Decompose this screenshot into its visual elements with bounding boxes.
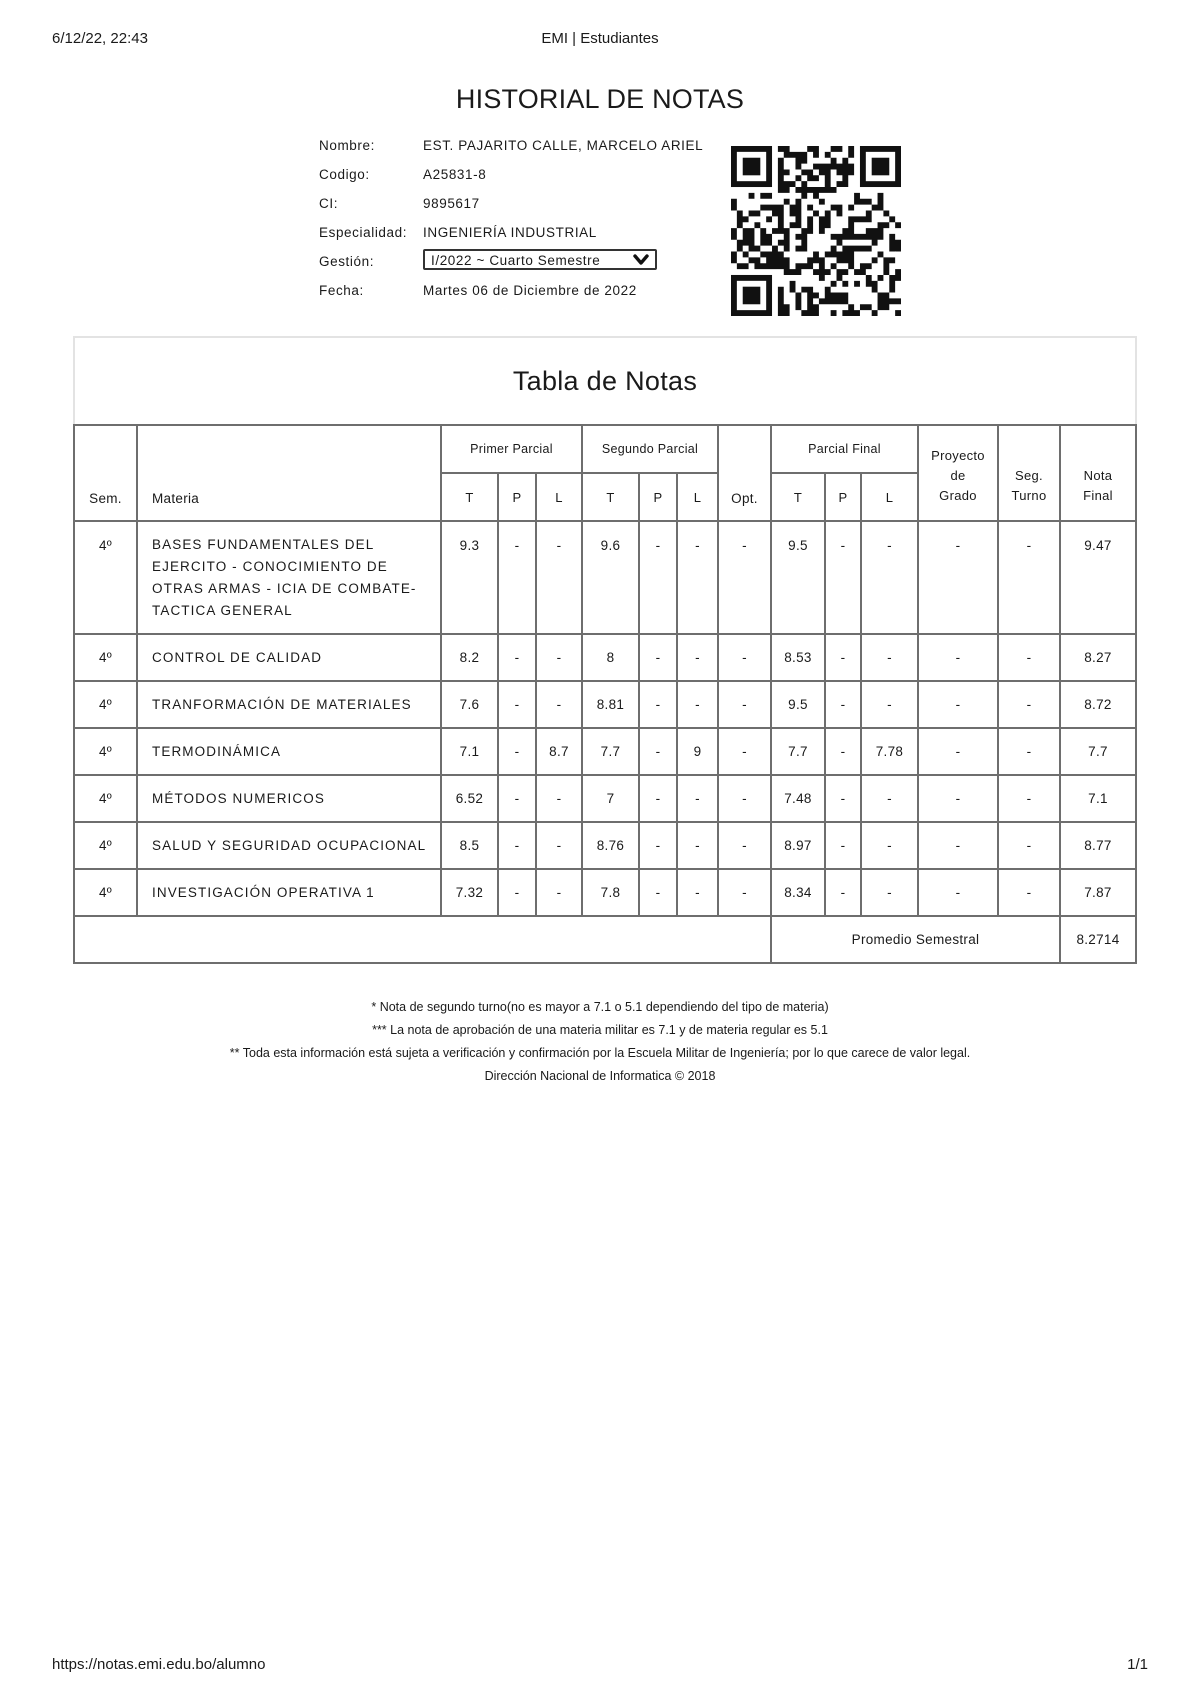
gestion-selected-value: I/2022 ~ Cuarto Semestre — [431, 253, 601, 268]
cell-p2-t: 9.6 — [582, 521, 639, 634]
cell-pf-p: - — [825, 728, 861, 775]
cell-pf-l: - — [861, 634, 918, 681]
cell-p1-l: - — [536, 869, 582, 916]
codigo-label: Codigo: — [319, 167, 370, 182]
cell-nota-final: 8.27 — [1060, 634, 1136, 681]
cell-proyecto: - — [918, 775, 998, 822]
cell-pf-p: - — [825, 775, 861, 822]
average-row-spacer — [74, 916, 771, 963]
cell-p1-t: 7.6 — [441, 681, 498, 728]
cell-sem: 4º — [74, 681, 137, 728]
table-row — [74, 681, 1136, 728]
header-p1-t: T — [441, 473, 498, 521]
cell-pf-t: 8.97 — [771, 822, 825, 869]
table-row — [74, 521, 1136, 634]
nombre-label: Nombre: — [319, 138, 375, 153]
cell-materia — [137, 521, 441, 634]
fecha-label: Fecha: — [319, 283, 364, 298]
cell-p1-p: - — [498, 869, 536, 916]
cell-p2-p: - — [639, 634, 677, 681]
header-opt: Opt. — [718, 425, 771, 521]
cell-seg-turno: - — [998, 681, 1060, 728]
cell-p2-t: 8.76 — [582, 822, 639, 869]
cell-proyecto: - — [918, 681, 998, 728]
print-page-title: EMI | Estudiantes — [541, 30, 659, 47]
grades-table — [73, 336, 1137, 964]
cell-materia: SALUD Y SEGURIDAD OCUPACIONAL — [137, 822, 441, 869]
cell-sem: 4º — [74, 822, 137, 869]
cell-pf-l: - — [861, 822, 918, 869]
print-datetime: 6/12/22, 22:43 — [52, 30, 148, 47]
cell-p1-t: 8.2 — [441, 634, 498, 681]
cell-pf-t: 9.5 — [771, 681, 825, 728]
cell-p2-l: - — [677, 822, 718, 869]
cell-nota-final: 8.77 — [1060, 822, 1136, 869]
cell-materia-line: BASES FUNDAMENTALES DEL — [152, 537, 375, 552]
cell-p2-l: - — [677, 634, 718, 681]
header-seg-turno — [998, 425, 1060, 521]
cell-pf-l: - — [861, 681, 918, 728]
header-pf-p: P — [825, 473, 861, 521]
print-footer — [52, 1656, 1148, 1676]
cell-pf-t: 8.34 — [771, 869, 825, 916]
gestion-label: Gestión: — [319, 254, 375, 269]
cell-materia: INVESTIGACIÓN OPERATIVA 1 — [137, 869, 441, 916]
cell-nota-final: 9.47 — [1060, 521, 1136, 634]
cell-nota-final: 7.7 — [1060, 728, 1136, 775]
header-pf-l: L — [861, 473, 918, 521]
cell-p2-l: - — [677, 681, 718, 728]
header-materia: Materia — [137, 425, 441, 521]
cell-p2-t: 8 — [582, 634, 639, 681]
cell-pf-l: - — [861, 775, 918, 822]
cell-opt: - — [718, 775, 771, 822]
cell-proyecto: - — [918, 869, 998, 916]
table-row — [74, 775, 1136, 822]
cell-pf-p: - — [825, 521, 861, 634]
cell-p1-l: - — [536, 681, 582, 728]
cell-opt: - — [718, 822, 771, 869]
ci-value: 9895617 — [423, 196, 480, 211]
cell-nota-final: 8.72 — [1060, 681, 1136, 728]
header-p2-p: P — [639, 473, 677, 521]
cell-seg-turno: - — [998, 822, 1060, 869]
cell-materia: TRANFORMACIÓN DE MATERIALES — [137, 681, 441, 728]
footnotes — [0, 996, 1200, 1088]
cell-sem: 4º — [74, 775, 137, 822]
print-url: https://notas.emi.edu.bo/alumno — [52, 1656, 266, 1673]
gestion-select[interactable] — [423, 249, 657, 270]
table-row — [74, 634, 1136, 681]
especialidad-value: INGENIERÍA INDUSTRIAL — [423, 225, 597, 240]
header-nota-line2: Final — [1083, 488, 1113, 503]
cell-sem: 4º — [74, 521, 137, 634]
cell-nota-final: 7.87 — [1060, 869, 1136, 916]
cell-pf-p: - — [825, 869, 861, 916]
cell-p1-p: - — [498, 775, 536, 822]
header-p1-p: P — [498, 473, 536, 521]
cell-pf-l: - — [861, 869, 918, 916]
cell-p2-p: - — [639, 822, 677, 869]
table-row — [74, 728, 1136, 775]
cell-p1-t: 9.3 — [441, 521, 498, 634]
cell-p2-t: 7.7 — [582, 728, 639, 775]
cell-p1-t: 6.52 — [441, 775, 498, 822]
header-segundo-parcial: Segundo Parcial — [582, 425, 718, 473]
cell-nota-final: 7.1 — [1060, 775, 1136, 822]
cell-seg-turno: - — [998, 728, 1060, 775]
cell-sem: 4º — [74, 728, 137, 775]
cell-opt: - — [718, 521, 771, 634]
cell-p1-t: 7.32 — [441, 869, 498, 916]
header-pf-t: T — [771, 473, 825, 521]
promedio-label: Promedio Semestral — [771, 916, 1060, 963]
cell-p2-p: - — [639, 681, 677, 728]
cell-pf-t: 7.7 — [771, 728, 825, 775]
header-seg-line2: Turno — [1011, 488, 1047, 503]
page-title: HISTORIAL DE NOTAS — [455, 84, 745, 114]
qr-code-icon — [731, 146, 901, 316]
cell-pf-t: 9.5 — [771, 521, 825, 634]
cell-pf-l: - — [861, 521, 918, 634]
cell-pf-t: 8.53 — [771, 634, 825, 681]
cell-materia-line: TACTICA GENERAL — [152, 603, 293, 618]
especialidad-label: Especialidad: — [319, 225, 408, 240]
cell-opt: - — [718, 728, 771, 775]
table-caption: Tabla de Notas — [74, 337, 1136, 425]
cell-seg-turno: - — [998, 869, 1060, 916]
cell-materia: MÉTODOS NUMERICOS — [137, 775, 441, 822]
header-primer-parcial: Primer Parcial — [441, 425, 582, 473]
cell-opt: - — [718, 869, 771, 916]
cell-pf-p: - — [825, 634, 861, 681]
average-row — [74, 916, 1136, 963]
promedio-value: 8.2714 — [1060, 916, 1136, 963]
header-nota-final — [1060, 425, 1136, 521]
cell-p1-l: 8.7 — [536, 728, 582, 775]
cell-p1-t: 8.5 — [441, 822, 498, 869]
cell-p2-l: - — [677, 869, 718, 916]
cell-p1-l: - — [536, 634, 582, 681]
cell-p1-p: - — [498, 681, 536, 728]
cell-p2-p: - — [639, 728, 677, 775]
header-p2-l: L — [677, 473, 718, 521]
cell-pf-p: - — [825, 822, 861, 869]
header-proyecto-line2: de — [950, 468, 966, 483]
header-sem: Sem. — [74, 425, 137, 521]
cell-seg-turno: - — [998, 634, 1060, 681]
print-header — [52, 30, 1148, 50]
cell-seg-turno: - — [998, 521, 1060, 634]
cell-sem: 4º — [74, 869, 137, 916]
cell-pf-p: - — [825, 681, 861, 728]
codigo-value: A25831-8 — [423, 167, 487, 182]
footnote: *** La nota de aprobación de una materia militar es 7.1 y de materia regular es 5.1 — [372, 1023, 828, 1037]
header-parcial-final: Parcial Final — [771, 425, 918, 473]
header-proyecto-line1: Proyecto — [931, 448, 985, 463]
table-row — [74, 822, 1136, 869]
cell-p1-l: - — [536, 822, 582, 869]
ci-label: CI: — [319, 196, 339, 211]
header-nota-line1: Nota — [1083, 468, 1113, 483]
table-row — [74, 869, 1136, 916]
cell-seg-turno: - — [998, 775, 1060, 822]
cell-p1-p: - — [498, 634, 536, 681]
chevron-down-icon — [633, 254, 649, 269]
cell-p1-l: - — [536, 775, 582, 822]
header-seg-line1: Seg. — [1015, 468, 1043, 483]
cell-materia-line: EJERCITO - CONOCIMIENTO DE — [152, 559, 388, 574]
cell-pf-l: 7.78 — [861, 728, 918, 775]
cell-p2-t: 8.81 — [582, 681, 639, 728]
cell-p2-l: 9 — [677, 728, 718, 775]
copyright: Dirección Nacional de Informatica © 2018 — [484, 1069, 716, 1083]
cell-opt: - — [718, 634, 771, 681]
cell-p1-l: - — [536, 521, 582, 634]
cell-p1-t: 7.1 — [441, 728, 498, 775]
cell-proyecto: - — [918, 521, 998, 634]
fecha-value: Martes 06 de Diciembre de 2022 — [423, 283, 637, 298]
cell-p2-p: - — [639, 775, 677, 822]
cell-materia-line: OTRAS ARMAS - ICIA DE COMBATE- — [152, 581, 417, 596]
footnote: * Nota de segundo turno(no es mayor a 7.1 o 5.1 dependiendo del tipo de materia) — [371, 1000, 829, 1014]
cell-p2-p: - — [639, 521, 677, 634]
cell-pf-t: 7.48 — [771, 775, 825, 822]
cell-p1-p: - — [498, 728, 536, 775]
header-proyecto-grado — [918, 425, 998, 521]
cell-p2-p: - — [639, 869, 677, 916]
cell-proyecto: - — [918, 634, 998, 681]
cell-p2-t: 7 — [582, 775, 639, 822]
header-p2-t: T — [582, 473, 639, 521]
cell-proyecto: - — [918, 728, 998, 775]
cell-proyecto: - — [918, 822, 998, 869]
cell-p2-t: 7.8 — [582, 869, 639, 916]
cell-p2-l: - — [677, 775, 718, 822]
cell-p1-p: - — [498, 822, 536, 869]
cell-p1-p: - — [498, 521, 536, 634]
cell-materia: TERMODINÁMICA — [137, 728, 441, 775]
cell-opt: - — [718, 681, 771, 728]
cell-materia: CONTROL DE CALIDAD — [137, 634, 441, 681]
nombre-value: EST. PAJARITO CALLE, MARCELO ARIEL — [423, 138, 704, 153]
header-proyecto-line3: Grado — [939, 488, 977, 503]
cell-p2-l: - — [677, 521, 718, 634]
print-page-number: 1/1 — [1127, 1656, 1148, 1673]
header-p1-l: L — [536, 473, 582, 521]
cell-sem: 4º — [74, 634, 137, 681]
footnote: ** Toda esta información está sujeta a verificación y confirmación por la Escuela Militar de Ingeniería; por lo que carece de valor legal. — [229, 1046, 971, 1060]
